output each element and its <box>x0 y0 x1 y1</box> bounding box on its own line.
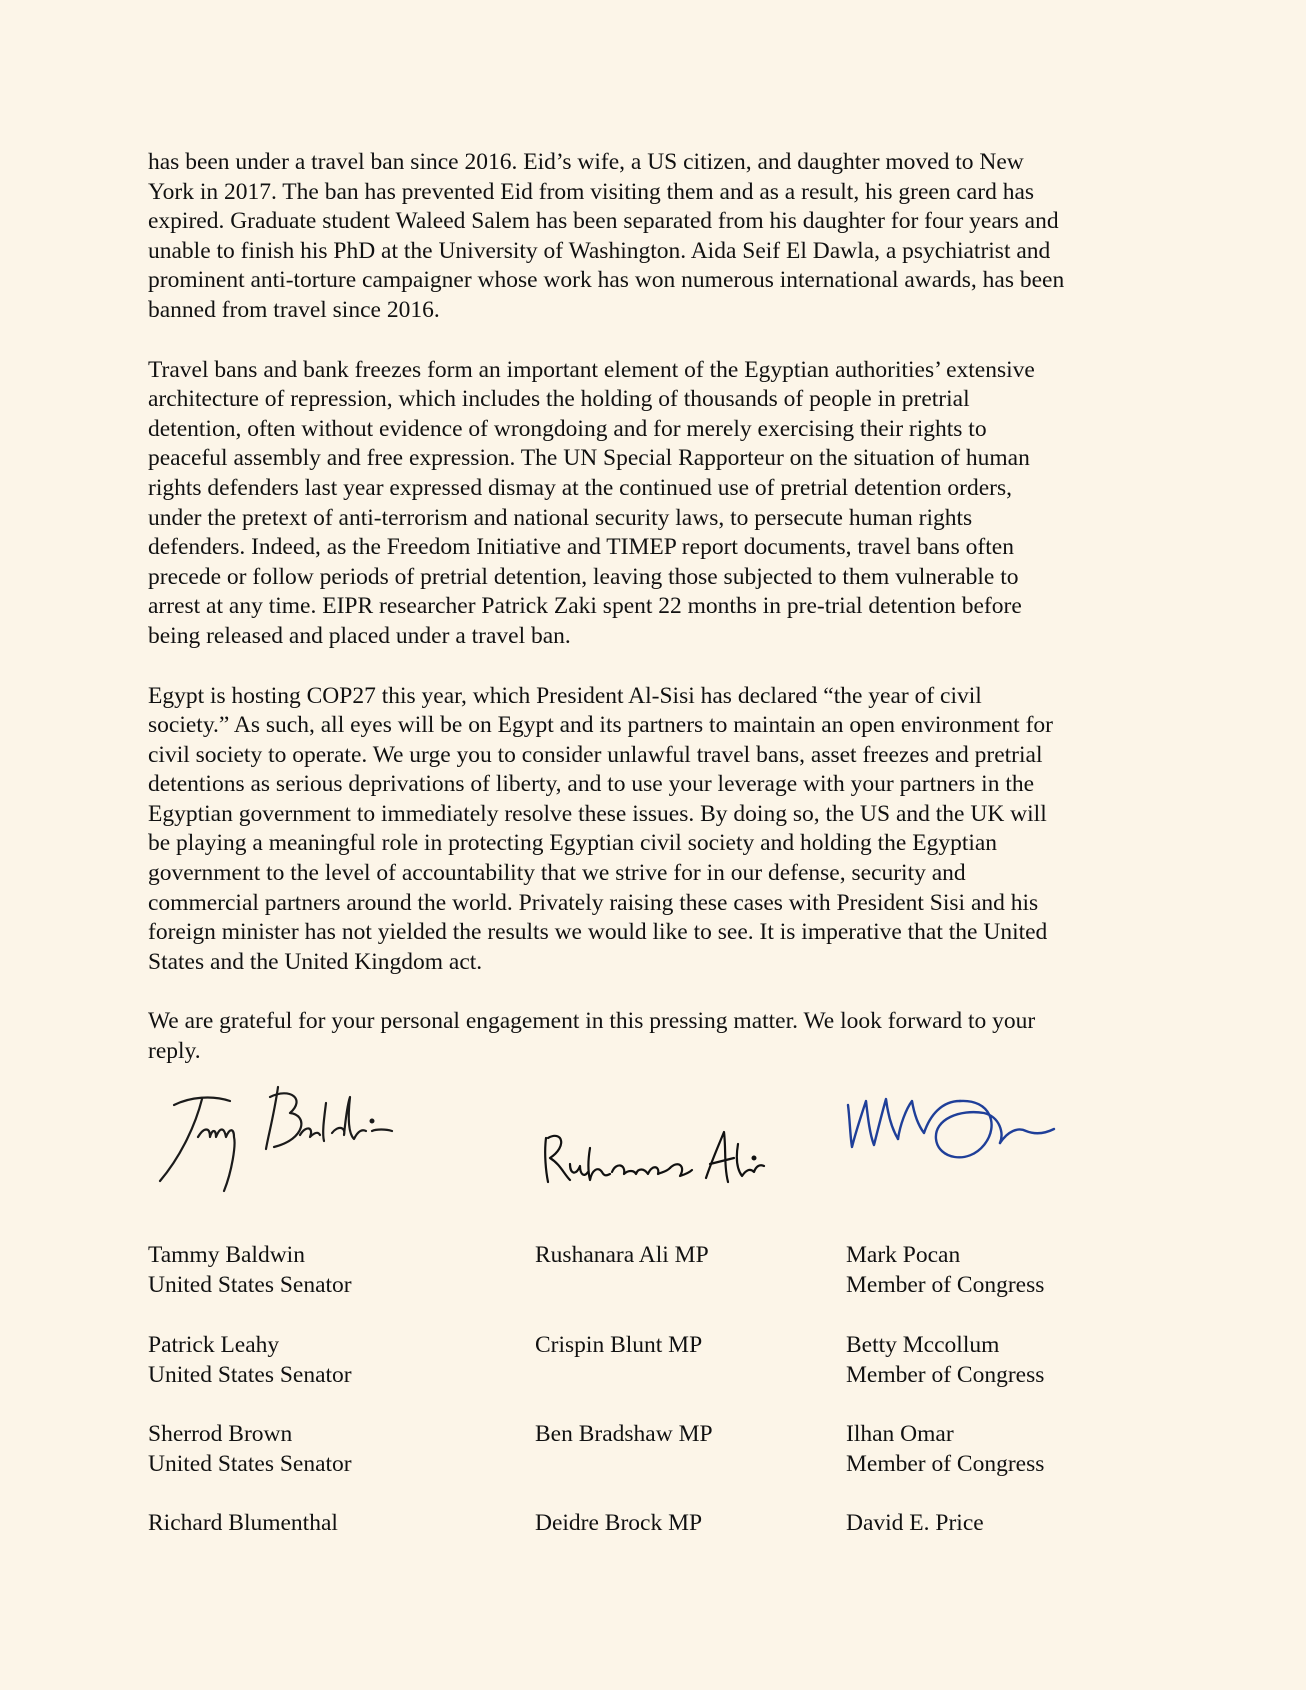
signer-column-1-entry <box>148 1330 352 1390</box>
signer-column-3-entry <box>846 1240 1044 1300</box>
signer-column-3-entry <box>846 1419 1044 1479</box>
signer-title: United States Senator <box>148 1362 352 1388</box>
signer-title: United States Senator <box>148 1451 352 1477</box>
signature-pocan <box>840 1085 1070 1175</box>
signer-name: Betty Mccollum <box>846 1332 1000 1358</box>
signer-name: Tammy Baldwin <box>148 1242 305 1268</box>
signer-column-3-entry <box>846 1330 1044 1390</box>
paragraph-travel-ban-cases: has been under a travel ban since 2016. Eid’s wife, a US citizen, and daughter moved to New York in 2017. The ban has prevented Eid from visiting them and as a result, his green card has expired. Graduate student Waleed Salem has been separated from his daughter for four years and unable to finish his PhD at the University of Washington. Aida Seif El Dawla, a psychiatrist and prominent anti-torture campaigner whose work has won numerous international awards, has been banned from travel since 2016. <box>148 149 1065 323</box>
paragraph-closing: We are grateful for your personal engagement in this pressing matter. We look forward to your reply. <box>148 1008 1036 1065</box>
signer-name: Richard Blumenthal <box>148 1510 338 1536</box>
signer-column-3-entry <box>846 1508 984 1538</box>
signer-title: Member of Congress <box>846 1362 1045 1388</box>
signer-name: Deidre Brock MP <box>535 1510 703 1536</box>
signer-name: Ilhan Omar <box>846 1421 954 1447</box>
signer-title: Member of Congress <box>846 1272 1045 1298</box>
signer-name: Crispin Blunt MP <box>535 1332 703 1358</box>
signer-name: David E. Price <box>846 1510 984 1536</box>
signer-column-1-entry <box>148 1419 352 1479</box>
paragraph-architecture-of-repression: Travel bans and bank freezes form an important element of the Egyptian authorities’ extensive architecture of repression, which includes the holding of thousands of people in pretrial detention, often without evidence of wrongdoing and for merely exercising their rights to peaceful assembly and free expression. The UN Special Rapporteur on the situation of human rights defenders last year expressed dismay at the continued use of pretrial detention orders, under the pretext of anti-terrorism and national security laws, to persecute human rights defenders. Indeed, as the Freedom Initiative and TIMEP report documents, travel bans often precede or follow periods of pretrial detention, leaving those subjected to them vulnerable to arrest at any time. EIPR researcher Patrick Zaki spent 22 months in pre-trial detention before being released and placed under a travel ban. <box>148 356 1035 649</box>
signer-title: United States Senator <box>148 1272 352 1298</box>
signer-name: Sherrod Brown <box>148 1421 293 1447</box>
signature-ali <box>540 1120 780 1200</box>
signer-column-2-entry <box>535 1330 702 1360</box>
signer-name: Ben Bradshaw MP <box>535 1421 713 1447</box>
letter-body <box>148 148 1178 1097</box>
signer-name: Rushanara Ali MP <box>535 1242 709 1268</box>
signer-column-2-entry <box>535 1419 713 1449</box>
signer-title: Member of Congress <box>846 1451 1045 1477</box>
signer-name: Patrick Leahy <box>148 1332 280 1358</box>
paragraph-cop27: Egypt is hosting COP27 this year, which President Al-Sisi has declared “the year of civil society.” As such, all eyes will be on Egypt and its partners to maintain an open environment for civil society to operate. We urge you to consider unlawful travel bans, asset freezes and pretrial detentions as serious deprivations of liberty, and to use your leverage with your partners in the Egyptian government to immediately resolve these issues. By doing so, the US and the UK will be playing a meaningful role in protecting Egyptian civil society and holding the Egyptian government to the level of accountability that we strive for in our defense, security and commercial partners around the world. Privately raising these cases with President Sisi and his foreign minister has not yielded the results we would like to see. It is imperative that the United States and the United Kingdom act. <box>148 682 1053 975</box>
signer-column-2-entry <box>535 1508 702 1538</box>
signer-name: Mark Pocan <box>846 1242 961 1268</box>
signer-column-2-entry <box>535 1240 709 1270</box>
signer-column-1-entry <box>148 1508 338 1538</box>
signer-column-1-entry <box>148 1240 352 1300</box>
signature-baldwin <box>150 1075 400 1200</box>
